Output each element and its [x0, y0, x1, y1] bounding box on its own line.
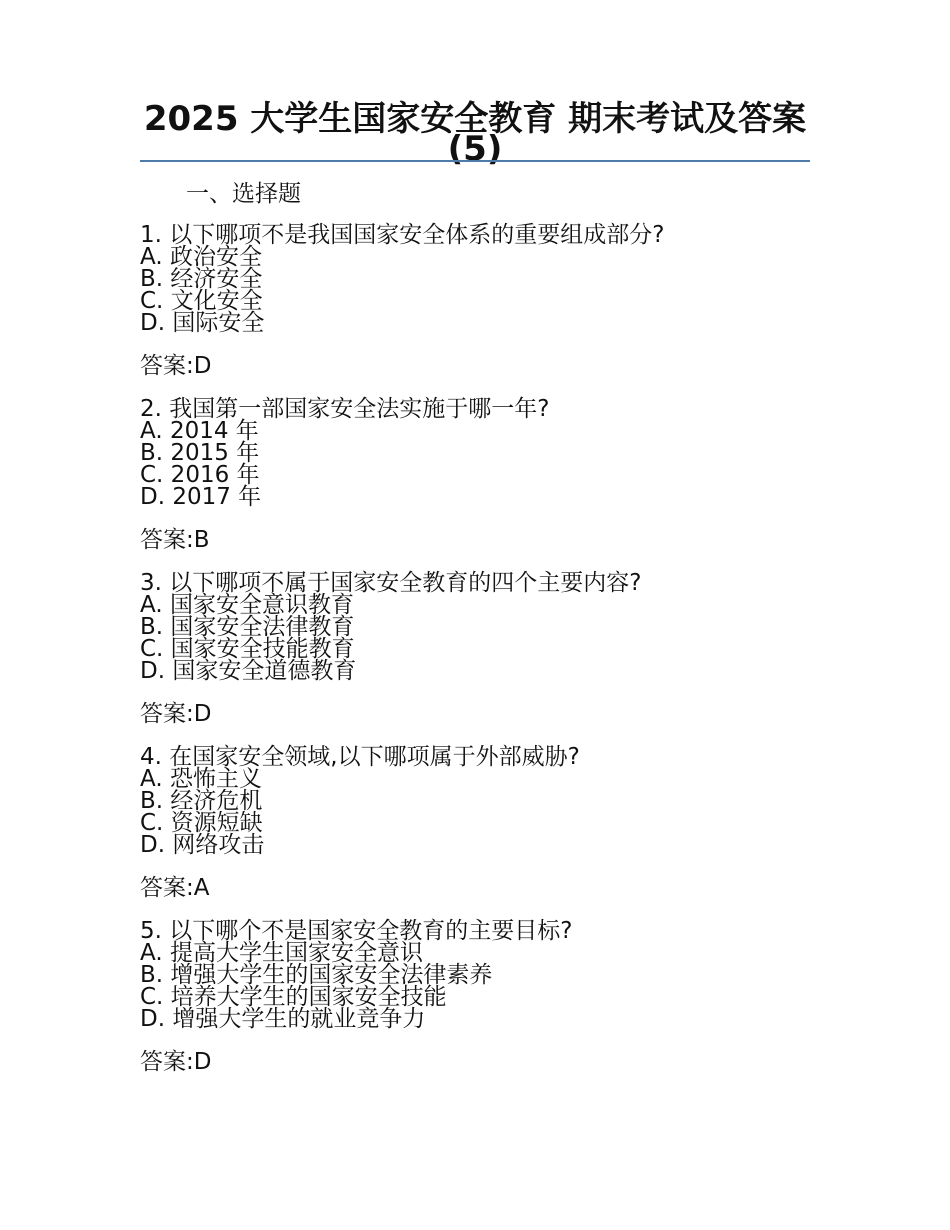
option-c: C. 国家安全技能教育 [140, 636, 355, 662]
question-2 [140, 398, 820, 572]
option-a: A. 提高大学生国家安全意识 [140, 940, 423, 966]
question-3 [140, 572, 820, 746]
answer-text: 答案:A [140, 875, 210, 901]
option-d: D. 国际安全 [140, 310, 265, 336]
answer-text: 答案:D [140, 353, 212, 379]
option-a: A. 2014 年 [140, 418, 259, 444]
question-text: 1. 以下哪项不是我国国家安全体系的重要组成部分? [140, 222, 665, 248]
option-c: C. 文化安全 [140, 288, 263, 314]
option-c: C. 资源短缺 [140, 810, 263, 836]
option-d: D. 2017 年 [140, 484, 262, 510]
answer-text: 答案:B [140, 527, 210, 553]
answer-text: 答案:D [140, 701, 212, 727]
option-d: D. 增强大学生的就业竞争力 [140, 1006, 426, 1032]
option-b: B. 增强大学生的国家安全法律素养 [140, 962, 493, 988]
option-b: B. 2015 年 [140, 440, 260, 466]
question-4 [140, 746, 820, 920]
question-5 [140, 920, 820, 1094]
answer-text: 答案:D [140, 1049, 212, 1075]
option-b: B. 经济安全 [140, 266, 263, 292]
option-c: C. 2016 年 [140, 462, 260, 488]
option-b: B. 国家安全法律教育 [140, 614, 355, 640]
option-d: D. 网络攻击 [140, 832, 265, 858]
question-list [140, 224, 820, 1094]
title-divider [140, 160, 810, 162]
option-b: B. 经济危机 [140, 788, 263, 814]
question-text: 4. 在国家安全领域,以下哪项属于外部威胁? [140, 744, 580, 770]
question-text: 5. 以下哪个不是国家安全教育的主要目标? [140, 918, 573, 944]
option-a: A. 政治安全 [140, 244, 262, 270]
option-c: C. 培养大学生的国家安全技能 [140, 984, 447, 1010]
option-a: A. 恐怖主义 [140, 766, 262, 792]
option-a: A. 国家安全意识教育 [140, 592, 354, 618]
option-d: D. 国家安全道德教育 [140, 658, 357, 684]
question-text: 3. 以下哪项不属于国家安全教育的四个主要内容? [140, 570, 642, 596]
document-title: 2025 大学生国家安全教育 期末考试及答案(5) [143, 99, 807, 169]
question-1 [140, 224, 820, 398]
question-text: 2. 我国第一部国家安全法实施于哪一年? [140, 396, 550, 422]
section-heading: 一、选择题 [186, 181, 301, 207]
